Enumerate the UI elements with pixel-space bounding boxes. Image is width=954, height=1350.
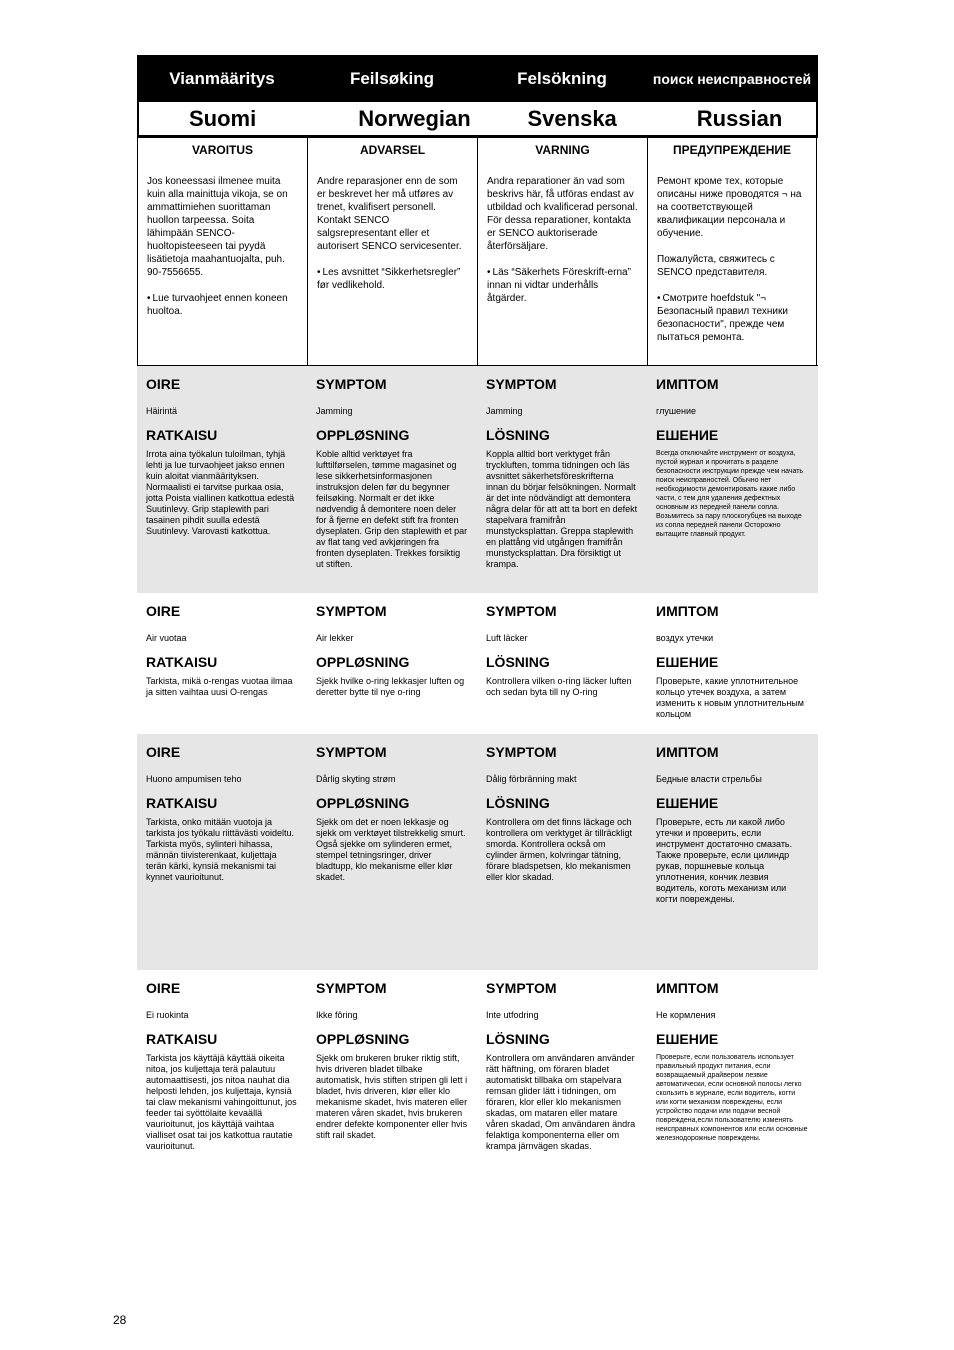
symptom-text: Air lekker (316, 633, 354, 643)
solution-label: LÖSNING (486, 427, 550, 443)
symptom-text: Jamming (486, 406, 523, 416)
symptom-label: SYMPTOM (486, 744, 557, 760)
solution-text: Kontrollera vilken o-ring läcker luften och sedan byta till ny O-ring (486, 676, 632, 697)
language-no: Norwegian (358, 105, 471, 131)
symptom-text: Бедные власти стрельбы (656, 774, 762, 784)
solution-label: OPPLØSNING (316, 654, 410, 670)
trouble-col-ru (647, 970, 817, 1190)
warning-ru (647, 138, 817, 365)
symptom-label: SYMPTOM (316, 980, 387, 996)
solution-text: Sjekk hvilke o-ring lekkasjer luften og deretter bytte til nye o-ring (316, 676, 465, 697)
symptom-label: OIRE (146, 603, 181, 619)
warning-bullet: • Läs “Säkerhets Föreskrift-erna” innan ni vidtar underhålls åtgärder. (487, 266, 638, 305)
symptom-label: SYMPTOM (316, 603, 387, 619)
symptom-label: OIRE (146, 376, 181, 392)
warning-bullet: • Les avsnittet “Sikkerhetsregler” før vedlikehold. (317, 266, 468, 292)
warning-bullet: • Смотрите hoefdstuk "¬ Безопасный правил техники безопасности", прежде чем пытаться ремонта. (657, 292, 807, 344)
warning-bullet: • Lue turvaohjeet ennen koneen huoltoa. (147, 292, 298, 318)
solution-label: LÖSNING (486, 1031, 550, 1047)
trouble-col-no (307, 734, 477, 970)
header-titles-row (137, 55, 818, 102)
symptom-text: Не кормления (656, 1010, 716, 1020)
warning-text-2: Пожалуйста, свяжитесь с SENCO представителя. (657, 254, 775, 278)
symptom-label: ИМПТОМ (656, 603, 719, 619)
solution-label: LÖSNING (486, 654, 550, 670)
page-number: 28 (113, 1313, 127, 1327)
symptom-text: Ikke fôring (316, 1010, 358, 1020)
troubleshooting-document (137, 55, 818, 1190)
warning-text: Andra reparationer än vad som beskrivs här, få utföras endast av utbildad och kvalificerad personal. För dessa reparationer, kontakta er SENCO auktoriserade återförsäljare. (487, 176, 638, 252)
trouble-section-no-feeding (137, 970, 818, 1190)
symptom-text: Dålig förbränning makt (486, 774, 577, 784)
language-row (137, 102, 818, 138)
symptom-label: SYMPTOM (316, 376, 387, 392)
header-title-no: Feilsøking (349, 68, 435, 88)
solution-label: RATKAISU (146, 654, 218, 670)
language-sv: Svenska (527, 105, 617, 131)
symptom-text: Dårlig skyting strøm (316, 774, 396, 784)
solution-label: ЕШЕНИЕ (656, 1031, 719, 1047)
solution-label: LÖSNING (486, 795, 550, 811)
trouble-section-air-leak (137, 593, 818, 734)
warning-no (307, 138, 477, 365)
solution-label: RATKAISU (146, 795, 218, 811)
trouble-col-no (307, 366, 477, 593)
warning-title: ПРЕДУПРЕЖДЕНИЕ (672, 143, 792, 157)
solution-label: ЕШЕНИЕ (656, 427, 719, 443)
header-title-fi: Vianmääritys (169, 68, 275, 88)
warning-sv (477, 138, 647, 365)
symptom-text: Luft läcker (486, 633, 528, 643)
solution-label: ЕШЕНИЕ (656, 795, 719, 811)
solution-label: OPPLØSNING (316, 1031, 410, 1047)
warning-text: Jos koneessasi ilmenee muita kuin alla mainittuja vikoja, se on ammattimiehen suorittaman huollon tarpeessa. Soita lähimpään SENCO-huoltopisteeseen tai pyydä lisätietoja maahantuojalta, puh. 90-7556655. (147, 176, 288, 278)
trouble-col-ru (647, 593, 817, 734)
symptom-label: ИМПТОМ (656, 376, 719, 392)
solution-text: Koppla alltid bort verktyget från tryckluften, tomma tidningen och läs avsnittet säkerhetsföreskrifterna innan du börjar felsökningen. Normalt är det inte nödvändigt att demontera några delar för att att ta bort en defekt stapelvara framifrån munstycksplattan. Greppa staplewith en plattång vid utgången framifrån munstycksplattan. Dra försiktigt ut krampa. (486, 449, 638, 569)
trouble-col-fi (137, 734, 307, 970)
trouble-col-sv (477, 734, 647, 970)
warning-text: Andre reparasjoner enn de som er beskrevet her må utføres av trenet, kvalifisert personell. Kontakt SENCO salgsrepresentant eller et autorisert SENCO servicesenter. (317, 176, 462, 252)
warning-title: ADVARSEL (359, 143, 426, 157)
symptom-label: SYMPTOM (316, 744, 387, 760)
solution-label: ЕШЕНИЕ (656, 654, 719, 670)
warning-fi (137, 138, 307, 365)
symptom-text: глушение (656, 406, 697, 416)
solution-text: Проверьте, если пользователь использует правильный продукт питания, если возвращаемый драйвером лезвие автоматически, если основной полосы легко скользить в журнале, если водитель, когти или когти механизм повреждены, если устройство подачи или подачи весной повреждена,если пользователю изменять неисправных компонентов или если основные железнодорожные повреждены. (656, 1054, 808, 1142)
solution-label: RATKAISU (146, 427, 218, 443)
solution-text: Sjekk om brukeren bruker riktig stift, hvis driveren bladet tilbake automatisk, hvis stiften stripen gli lett i bladet, hvis driveren, klør eller klo mekanisme skadet, hvis materen eller materen våren skadet, hvis brukeren endrer defekte komponenter eller hvis stift rail skadet. (316, 1053, 468, 1140)
symptom-label: SYMPTOM (486, 980, 557, 996)
solution-text: Sjekk om det er noen lekkasje og sjekk om verktøyet tilstrekkelig smurt. Også sjekke om sylinderen ermet, stempel tetningsringer, driver bladtupp, klo mekanisme eller klør skadet. (316, 817, 466, 882)
symptom-text: Huono ampumisen teho (146, 774, 242, 784)
symptom-label: ИМПТОМ (656, 980, 719, 996)
symptom-text: Jamming (316, 406, 353, 416)
warning-row (137, 138, 818, 366)
solution-text: Koble alltid verktøyet fra lufttilførselen, tømme magasinet og lese sikkerhetsinformasjonen instruksjon delen før du begynner feilsøking. Normalt er det ikke nødvendig å demontere noen deler for å fjerne en defekt stift fra fronten dyseplaten. Grip den staplewith et par av flat tang ved avkjøringen fra fronten dyseplaten. Trekkes forsiktig ut stiften. (316, 449, 468, 569)
trouble-col-fi (137, 970, 307, 1190)
trouble-col-sv (477, 593, 647, 734)
symptom-text: Air vuotaa (146, 633, 187, 643)
trouble-col-fi (137, 366, 307, 593)
trouble-col-fi (137, 593, 307, 734)
symptom-label: SYMPTOM (486, 603, 557, 619)
solution-label: RATKAISU (146, 1031, 218, 1047)
language-fi: Suomi (189, 105, 257, 131)
symptom-text: Häirintä (146, 406, 178, 416)
symptom-label: OIRE (146, 744, 181, 760)
solution-text: Проверьте, есть ли какой либо утечки и проверить, если инструмент достаточно смазать. Также проверьте, если цилиндр рукав, поршневые кольца уплотнения, кончик лезвия водитель, коготь механизм или когти повреждены. (656, 817, 793, 904)
trouble-col-no (307, 593, 477, 734)
trouble-col-sv (477, 366, 647, 593)
symptom-label: OIRE (146, 980, 181, 996)
symptom-label: ИМПТОМ (656, 744, 719, 760)
solution-text: Проверьте, какие уплотнительное кольцо утечек воздуха, а затем изменить к новым уплотнительным кольцом (656, 676, 804, 719)
trouble-col-ru (647, 734, 817, 970)
solution-text: Всегда отключайте инструмент от воздуха, пустой журнал и прочитать в разделе безопасности инструкции прежде чем начать поиск неисправностей. Обычно нет необходимости демонтировать какие либо части, с тем для удаления дефектных основным из передней панели сопла. Возьмитесь за пару плоскогубцев на выходе из сопла передней панели Осторожно вытащите главный продукт. (656, 450, 804, 538)
trouble-section-firing-power (137, 734, 818, 970)
symptom-text: воздух утечки (656, 633, 714, 643)
solution-text: Irrota aina työkalun tuloilman, tyhjä lehti ja lue turvaohjeet jakso ennen kuin aloitat vianmäärityksen. Normaalisti ei tarvitse purkaa osia, jotta Poista viallinen katkottua edestä Suutinlevy. Grip staplewith pari tasainen pihdit suulla edestä Suutinlevy. Varovasti katkottua. (146, 449, 295, 536)
header-title-sv: Felsökning (517, 68, 607, 88)
solution-label: OPPLØSNING (316, 795, 410, 811)
language-ru: Russian (696, 105, 783, 131)
trouble-col-sv (477, 970, 647, 1190)
solution-text: Tarkista jos käyttäjä käyttää oikeita nitoa, jos kuljettaja terä palautuu automaattisesti, jos nitoa nauhat dia helposti lehden, jos kuljettaja, kynsiä tai claw mekanismi vahingoittunut, jos feeder tai syöttölaite kevaällä vaurioitunut, jos käyttäjä vaihtaa vialliset osat tai jos katkottua rautatie vaurioitunut. (146, 1053, 297, 1151)
solution-text: Kontrollera om användaren använder rätt häftning, om föraren bladet automatiskt tillbaka om stapelvara remsan glider lätt i tidningen, om föraren, klor eller klo mekanismen skadas, om mataren eller matare våren skadad, Om användaren ändra felaktiga komponenterna eller om krampa järnvägen skadas. (486, 1053, 636, 1151)
trouble-section-jamming (137, 366, 818, 593)
symptom-text: Inte utfodring (486, 1010, 539, 1020)
symptom-text: Ei ruokinta (146, 1010, 189, 1020)
solution-text: Tarkista, mikä o-rengas vuotaa ilmaa ja sitten vaihtaa uusi O-rengas (146, 676, 293, 697)
warning-title: VARNING (535, 143, 590, 157)
warning-text: Ремонт кроме тех, которые описаны ниже проводятся ¬ на на соответствующей квалификации персонала и обучение. (657, 176, 802, 239)
symptom-label: SYMPTOM (486, 376, 557, 392)
warning-title: VAROITUS (191, 143, 254, 157)
solution-label: OPPLØSNING (316, 427, 410, 443)
solution-text: Kontrollera om det finns läckage och kontrollera om verktyget är tillräckligt smorda. Kontrollera också om cylinder ärmen, kolvringar tätning, förare bladspetsen, klo mekanismen eller klor skadad. (486, 817, 633, 882)
trouble-col-ru (647, 366, 817, 593)
solution-text: Tarkista, onko mitään vuotoja ja tarkista jos työkalu riittävästi voideltu. Tarkista myös, sylinteri hihassa, männän tiivisterenkaat, kuljettaja terän kärki, kynsiä mekanismi tai kynnet vaurioitunut. (146, 817, 295, 882)
trouble-col-no (307, 970, 477, 1190)
header-title-ru: поиск неисправностей (652, 70, 812, 87)
